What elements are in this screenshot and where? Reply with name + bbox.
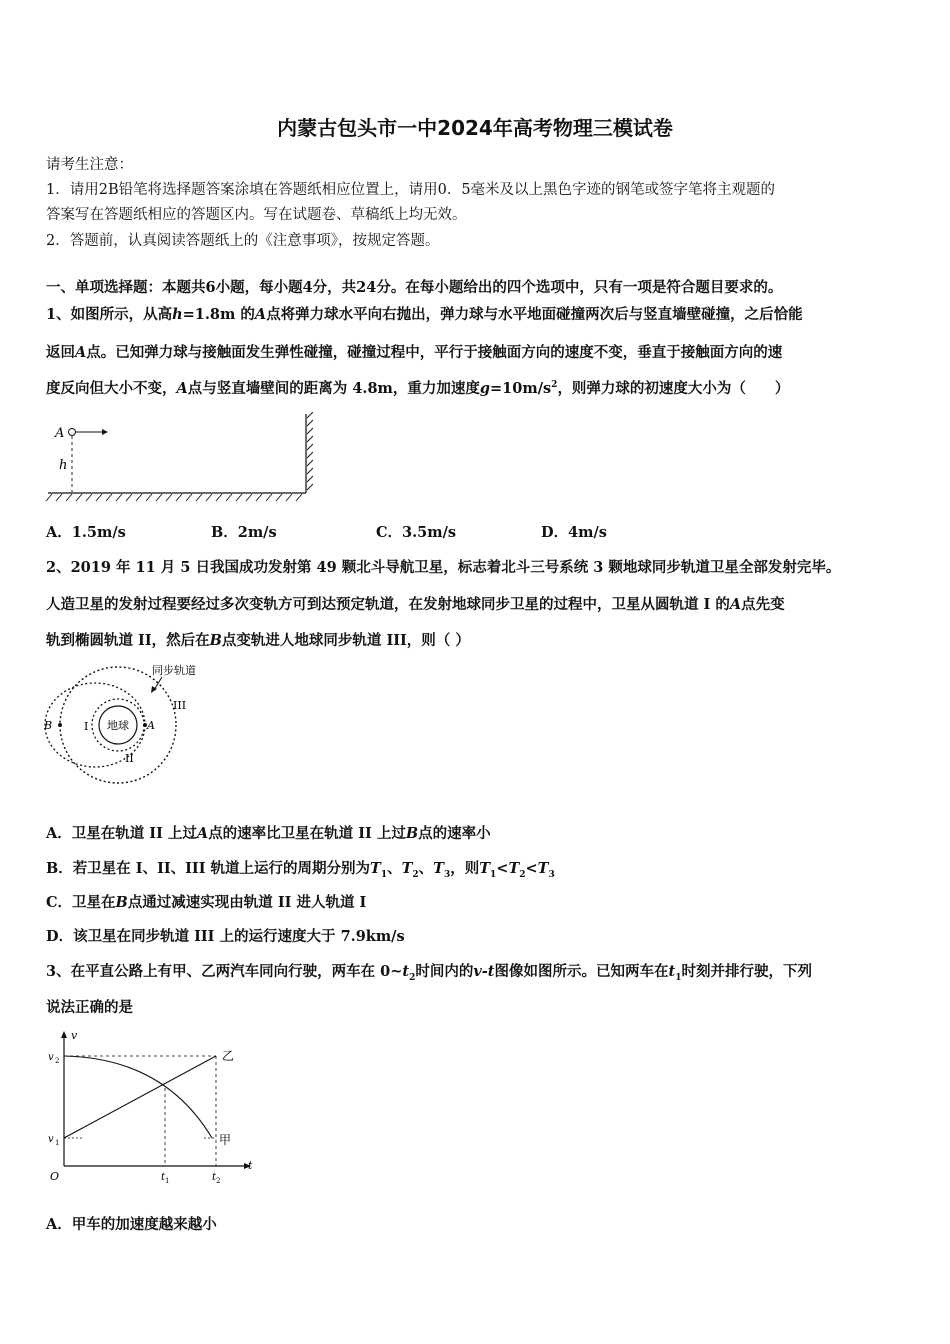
q1-line-1: 1、如图所示，从高h=1.8m 的A点将弹力球水平向右抛出，弹力球与水平地面碰撞两次后与竖直墙壁碰撞，之后恰能	[46, 306, 803, 323]
svg-text:III: III	[173, 699, 187, 712]
label-A: A	[55, 426, 65, 441]
ball	[69, 429, 76, 436]
notice-heading: 请考生注意：	[46, 157, 133, 173]
svg-text:1: 1	[165, 1177, 170, 1185]
label-h: h	[59, 458, 68, 473]
svg-text:v: v	[48, 1134, 54, 1145]
svg-text:t: t	[248, 1159, 253, 1172]
q1-line-3: 度反向但大小不变，A点与竖直墙壁间的距离为 4.8m，重力加速度$g=10m/s^2$，则弹力球的初速度大小为（ ）	[46, 380, 790, 397]
notice-item-1-cont: 答案写在答题纸相应的答题区内。写在试题卷、草稿纸上均无效。	[46, 207, 467, 223]
svg-text:A: A	[147, 719, 155, 732]
q2-option-b: B．若卫星在 I、II、III 轨道上运行的周期分别为$T_1$、$T_2$、$T_3$，则$T_1<T_2<T_3$	[46, 860, 555, 880]
notice-item-1: 1．请用2B铅笔将选择题答案涂填在答题纸相应位置上，请用0．5毫米及以上黑色字迹的钢笔或签字笔将主观题的	[46, 182, 776, 198]
svg-text:t: t	[161, 1172, 166, 1183]
q2-orbit-figure	[40, 658, 230, 788]
q3-vt-graph	[44, 1028, 264, 1188]
q2-option-a: A．卫星在轨道 II 上过A点的速率比卫星在轨道 II 上过B点的速率小	[46, 825, 491, 842]
svg-text:t: t	[212, 1172, 217, 1183]
q2-option-c: C．卫星在B点通过减速实现由轨道 II 进人轨道 I	[46, 894, 367, 911]
q1-figure	[44, 412, 324, 508]
svg-text:I: I	[84, 720, 89, 733]
q2-option-d: D．该卫星在同步轨道 III 上的运行速度大于 7.9km/s	[46, 928, 405, 945]
svg-text:1: 1	[55, 1139, 60, 1147]
section-heading: 一、单项选择题：本题共6小题，每小题4分，共24分。在每小题给出的四个选项中，只有一项是符合题目要求的。	[46, 279, 783, 296]
svg-text:甲: 甲	[219, 1133, 232, 1147]
svg-text:II: II	[125, 752, 134, 765]
svg-text:同步轨道: 同步轨道	[152, 664, 196, 677]
svg-text:O: O	[50, 1170, 60, 1183]
q2-line-3: 轨到椭圆轨道 II，然后在B点变轨进人地球同步轨道 III，则（ ）	[46, 632, 470, 649]
q3-option-a: A．甲车的加速度越来越小	[46, 1216, 217, 1233]
q1-option-c: C．3.5m/s	[376, 524, 457, 541]
q2-line-2: 人造卫星的发射过程要经过多次变轨方可到达预定轨道，在发射地球同步卫星的过程中，卫星从圆轨道 I 的A点先变	[46, 596, 785, 613]
q1-option-d: D．4m/s	[541, 524, 607, 541]
svg-text:乙: 乙	[222, 1049, 235, 1063]
q1-option-a: A．1.5m/s	[46, 524, 126, 541]
notice-item-2: 2．答题前，认真阅读答题纸上的《注意事项》，按规定答题。	[46, 233, 440, 249]
q1-line-2: 返回A点。已知弹力球与接触面发生弹性碰撞，碰撞过程中，平行于接触面方向的速度不变，垂直于接触面方向的速	[46, 344, 783, 361]
svg-text:v: v	[71, 1029, 78, 1042]
q3-line-1: 3、在平直公路上有甲、乙两汽车同向行驶，两车在 $0\sim t_2$时间内的v-t图像如图所示。已知两车在$t_1$时刻并排行驶，下列	[46, 963, 812, 983]
svg-text:B: B	[44, 719, 53, 732]
svg-text:2: 2	[55, 1057, 60, 1065]
svg-text:v: v	[48, 1052, 54, 1063]
page-title: 内蒙古包头市一中2024年高考物理三模试卷	[277, 116, 673, 140]
q2-line-1: 2、2019 年 11 月 5 日我国成功发射第 49 颗北斗导航卫星，标志着北斗三号系统 3 颗地球同步轨道卫星全部发射完毕。	[46, 559, 841, 576]
q3-line-2: 说法正确的是	[46, 999, 133, 1016]
svg-text:2: 2	[216, 1177, 221, 1185]
line-yi	[64, 1056, 216, 1138]
q1-option-b: B．2m/s	[211, 524, 277, 541]
svg-text:地球: 地球	[107, 719, 129, 732]
